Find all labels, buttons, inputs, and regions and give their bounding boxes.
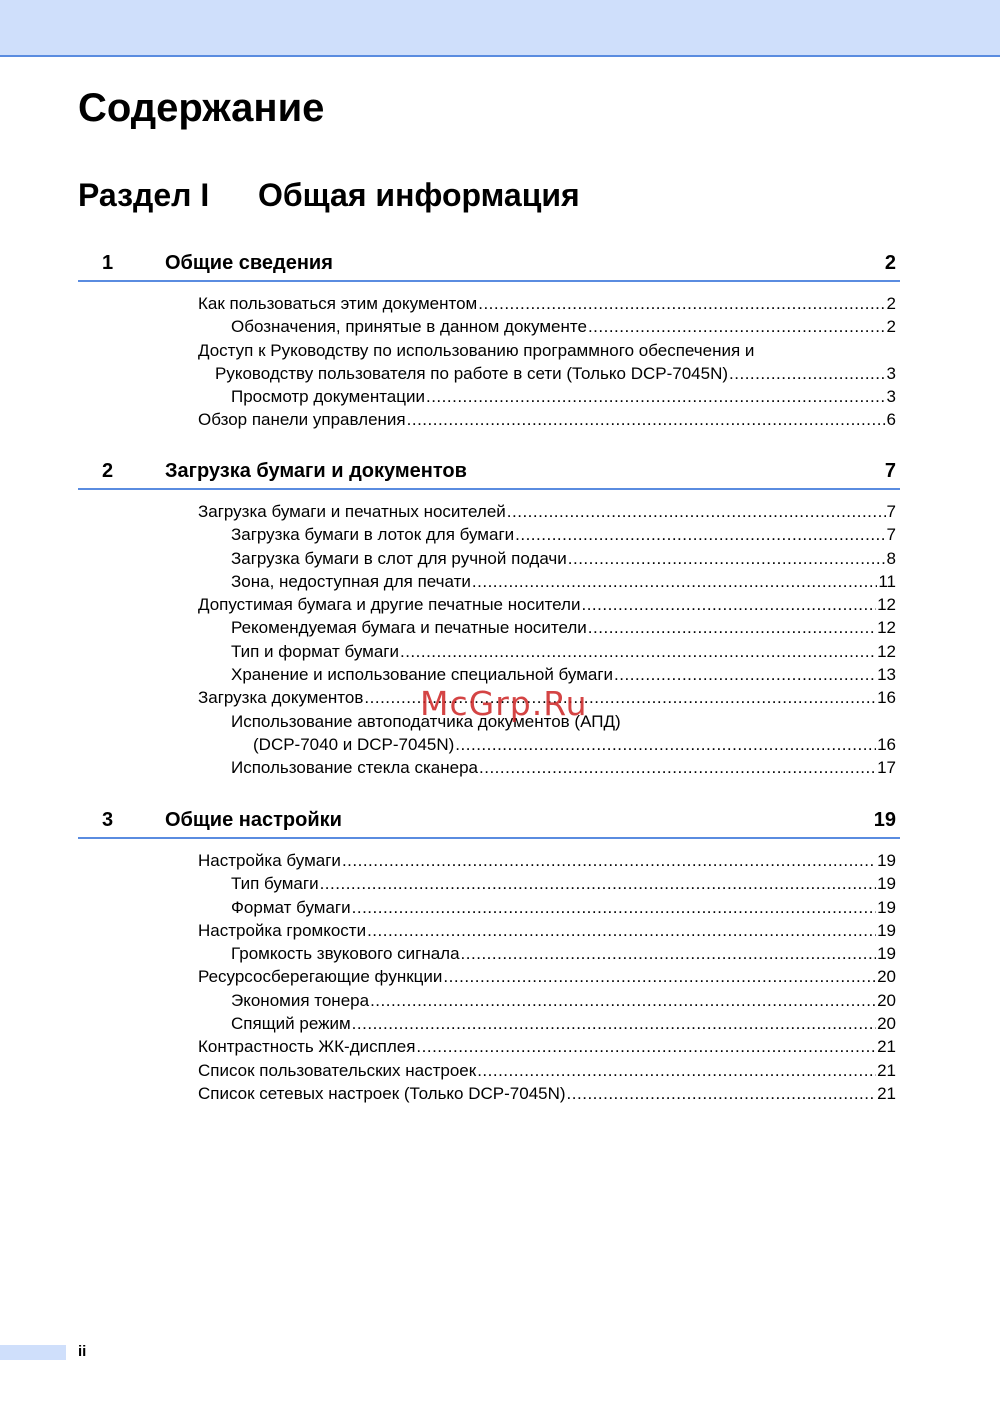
dot-leader [478, 292, 885, 315]
toc-entry[interactable] [78, 756, 900, 779]
chapter-number: 3 [102, 809, 114, 831]
toc-entry-page: 19 [877, 874, 896, 894]
dot-leader [461, 942, 877, 965]
toc-entry-label: Список сетевых настроек (Только DCP-7045N) [198, 1083, 566, 1103]
toc-entry-page: 12 [877, 618, 896, 638]
toc-entry-label: Как пользоваться этим документом [198, 294, 478, 313]
chapter-page: 7 [884, 460, 896, 482]
section-number: Раздел I [78, 177, 210, 213]
toc-entry[interactable] [78, 315, 900, 338]
toc-entry[interactable] [78, 547, 900, 570]
toc-entry[interactable] [78, 942, 900, 965]
toc-entry[interactable] [78, 872, 900, 895]
toc-entry-label: Доступ к Руководству по использованию программного обеспечения и [198, 340, 755, 360]
toc-entry[interactable] [78, 663, 900, 686]
toc-entry[interactable] [78, 1082, 900, 1105]
toc-entry-page: 3 [886, 387, 896, 407]
chapter-2 [78, 458, 900, 780]
toc-entry[interactable] [78, 1035, 900, 1058]
toc-entry-label: Руководству пользователя по работе в сети (Только DCP-7045N) [215, 363, 729, 383]
dot-leader [320, 872, 877, 895]
chapter-title: Общие настройки [165, 809, 342, 831]
toc-entry-page: 19 [877, 920, 896, 940]
toc-entry[interactable] [78, 919, 900, 942]
toc-entry-page: 19 [877, 944, 896, 964]
toc-entry-label: Громкость звукового сигнала [231, 944, 460, 964]
toc-entry-page: 12 [877, 595, 896, 615]
dot-leader [370, 989, 876, 1012]
toc-entry-label: Настройка бумаги [198, 851, 341, 870]
dot-leader [515, 523, 885, 546]
chapter-heading[interactable] [78, 458, 900, 490]
dot-leader [472, 570, 877, 593]
dot-leader [729, 362, 886, 385]
chapter-title: Загрузка бумаги и документов [165, 460, 467, 482]
toc-entry-page: 7 [886, 525, 896, 545]
toc-entry-label: Настройка громкости [198, 920, 367, 940]
toc-entry-label: Загрузка бумаги в слот для ручной подачи [231, 548, 567, 568]
toc-entry-page: 19 [877, 897, 896, 917]
dot-leader [342, 849, 876, 872]
toc-entry-label: (DCP-7040 и DCP-7045N) [253, 734, 455, 754]
toc-entry-label: Зона, недоступная для печати [231, 571, 471, 591]
toc-entry-label: Формат бумаги [231, 897, 351, 917]
toc-entry-label: Экономия тонера [231, 990, 370, 1010]
chapter-page: 19 [873, 809, 896, 831]
dot-leader [416, 1035, 876, 1058]
toc-entry[interactable] [78, 616, 900, 639]
toc-entry-page: 19 [877, 851, 896, 870]
dot-leader [400, 640, 876, 663]
chapter-3 [78, 807, 900, 1105]
toc-entry[interactable] [78, 849, 900, 872]
dot-leader [352, 1012, 876, 1035]
toc-entry-page: 11 [878, 571, 896, 591]
toc-entry[interactable] [78, 733, 900, 756]
dot-leader [367, 919, 876, 942]
dot-leader [479, 756, 876, 779]
section-title: Общая информация [258, 177, 580, 213]
toc-entry-page: 13 [877, 665, 896, 685]
toc-entry-page: 20 [877, 967, 896, 987]
toc-entry-page: 12 [877, 641, 896, 661]
toc-entry[interactable] [78, 570, 900, 593]
dot-leader [455, 733, 876, 756]
toc-entry-page: 7 [886, 502, 896, 521]
chapter-heading[interactable] [78, 807, 900, 839]
toc-entry-page: 17 [877, 758, 896, 778]
toc-entry-label: Хранение и использование специальной бумаги [231, 665, 614, 685]
toc-entry-label: Просмотр документации [231, 387, 425, 407]
toc-entry[interactable] [78, 385, 900, 408]
dot-leader [588, 315, 886, 338]
chapter-title: Общие сведения [165, 252, 333, 274]
dot-leader [567, 1082, 877, 1105]
toc-entry-label: Загрузка бумаги в лоток для бумаги [231, 525, 515, 545]
page-number: ii [78, 1343, 87, 1360]
toc-entry-label: Использование автоподатчика документов (АПД) [231, 711, 621, 731]
toc-entry-label: Рекомендуемая бумага и печатные носители [231, 618, 587, 638]
toc-entry-page: 8 [886, 548, 896, 568]
toc-entry[interactable] [78, 1059, 900, 1082]
toc-entry-label: Контрастность ЖК-дисплея [198, 1037, 416, 1057]
toc-entry-page: 2 [886, 317, 896, 337]
toc-entry[interactable] [78, 896, 900, 919]
toc-entry-page: 21 [877, 1083, 896, 1103]
chapter-page: 2 [884, 252, 896, 274]
header-band [0, 0, 1000, 57]
toc-entry-label: Тип бумаги [231, 874, 319, 894]
toc-entry-label: Обозначения, принятые в данном документе [231, 317, 587, 337]
toc-entry[interactable] [78, 339, 900, 362]
toc-entry-label: Ресурсосберегающие функции [198, 967, 443, 987]
toc-entry[interactable] [78, 362, 900, 385]
toc-entry[interactable] [78, 523, 900, 546]
toc-entry-label: Использование стекла сканера [231, 758, 478, 778]
toc-entry[interactable] [78, 500, 900, 523]
toc-entry-label: Спящий режим [231, 1014, 351, 1034]
toc-entry-label: Загрузка документов [198, 688, 364, 708]
toc-entry-label: Тип и формат бумаги [231, 641, 399, 661]
toc-entry-page: 20 [877, 1014, 896, 1034]
toc-entry-page: 2 [886, 294, 896, 313]
toc-entry[interactable] [78, 408, 900, 431]
toc-entry-page: 3 [886, 363, 896, 383]
dot-leader [477, 1059, 876, 1082]
toc-entry-page: 21 [877, 1060, 896, 1080]
toc-entry-label: Обзор панели управления [198, 410, 406, 430]
toc-entry[interactable] [78, 965, 900, 988]
footer-band [0, 1345, 66, 1360]
toc-entry-label: Список пользовательских настроек [198, 1060, 477, 1080]
toc-entry-page: 21 [877, 1037, 896, 1057]
toc-entry[interactable] [78, 593, 900, 616]
toc-entry[interactable] [78, 1012, 900, 1035]
toc-entry-page: 6 [886, 410, 896, 430]
toc-entry-label: Допустимая бумага и другие печатные носители [198, 595, 581, 615]
toc-entry[interactable] [78, 292, 900, 315]
section-heading [78, 173, 580, 217]
toc-entry-page: 16 [877, 734, 896, 754]
toc-entry[interactable] [78, 640, 900, 663]
toc-entry-page: 16 [877, 688, 896, 708]
chapter-1 [78, 250, 900, 432]
toc-entry-page: 20 [877, 990, 896, 1010]
watermark: McGrp.Ru [420, 684, 588, 723]
page-title: Содержание [78, 86, 325, 130]
dot-leader [581, 593, 876, 616]
dot-leader [443, 965, 876, 988]
dot-leader [407, 408, 886, 431]
dot-leader [588, 616, 876, 639]
dot-leader [426, 385, 886, 408]
toc-entry[interactable] [78, 989, 900, 1012]
chapter-number: 1 [102, 252, 114, 274]
dot-leader [352, 896, 876, 919]
dot-leader [507, 500, 886, 523]
toc-entry-label: Загрузка бумаги и печатных носителей [198, 502, 506, 521]
dot-leader [614, 663, 876, 686]
dot-leader [568, 547, 886, 570]
chapter-number: 2 [102, 460, 114, 482]
chapter-heading[interactable] [78, 250, 900, 282]
